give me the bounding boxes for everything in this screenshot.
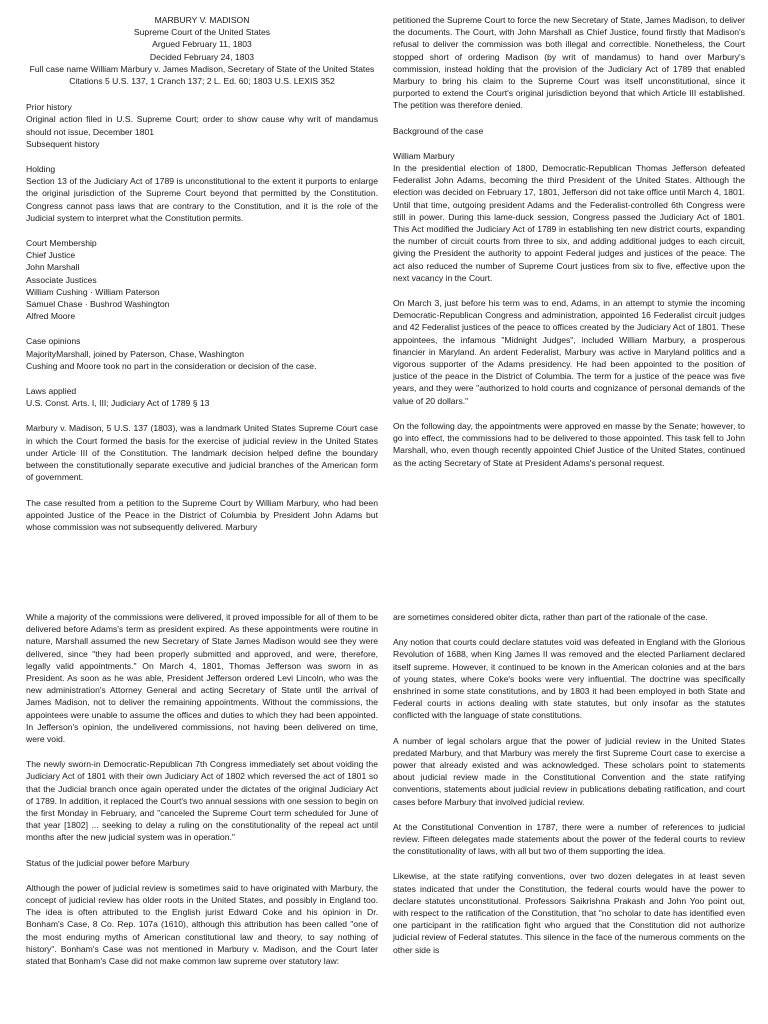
page-1-right-column — [393, 14, 745, 482]
page-2-right-column — [393, 611, 745, 969]
page-2-left-paragraph-1: While a majority of the commissions were delivered, it proved impossible for all of them to be delivered before Adams's term as president expired. As these appointments were routine in nature, Marshall assumed the new Secretary of State James Madison would see they were delivered, since "they had been properly submitted and approved, and were, therefore, legally valid appointments." On March 4, 1801, Thomas Jefferson was sworn in as President. As soon as he was able, President Jefferson ordered Levi Lincoln, who was the new administration's Attorney General and acting Secretary of State until the arrival of James Madison, not to deliver the remaining appointments. Without the commissions, the appointees were unable to assume the offices and duties to which they had been appointed. In Jefferson's opinion, the undelivered commissions, not having been delivered on time, were void. — [26, 612, 379, 745]
william-marbury-heading: William Marbury — [393, 150, 455, 161]
case-title: MARBURY V. MADISON — [154, 15, 250, 25]
page-2-right-paragraph-1: are sometimes considered obiter dicta, rather than part of the rationale of the case. — [393, 612, 708, 622]
intro-paragraph-2: The case resulted from a petition to the Supreme Court by William Marbury, who had been appointed Justice of the Peace in the District of Columbia by President John Adams but whose commission was not subsequently delivered. Marbury — [26, 497, 378, 532]
page-2-right-paragraph-2: Any notion that courts could declare statutes void was defeated in England with the Glorious Revolution of 1688, when King James II was removed and the elected Parliament declared itself supreme. However, it continued to be known in the American colonies and at the bars of young states, where Coke's books were very influential. The doctrine was specifically enshrined in some state constitutions, and by 1803 it had been employed in both State and Federal courts in actions dealing with state statutes, but only insofar as the statutes conflicted with the language of state constitutions. — [393, 637, 745, 721]
william-marbury-section — [393, 150, 745, 284]
prior-history-label: Prior history — [26, 102, 72, 113]
court-membership-label: Court Membership — [26, 238, 97, 249]
right-paragraph-1: petitioned the Supreme Court to force the new Secretary of State, James Madison, to deliver the documents. The Court, with John Marshall as Chief Justice, found firstly that Madison's refusal to deliver the commission was both illegal and correctible. Nonetheless, the Court stopped short of ordering Madison (by writ of mandamus) to hand over Marbury's commission, instead holding that the provision of the Judiciary Act of 1789 that enabled Marbury to bring his claim to the Supreme Court was itself unconstitutional, since it purported to extend the Court's original jurisdiction beyond that which Article III established. The petition was therefore denied. — [393, 15, 745, 111]
case-opinions-label: Case opinions — [26, 336, 81, 347]
page-2-right-paragraph-3: A number of legal scholars argue that the power of judicial review in the United States predated Marbury, and that Marbury was merely the first Supreme Court case to exercise a power that already existed and was acknowledged. These scholars point to statements about judicial review made in the Constitutional Convention and the state ratifying conventions, statements about judicial review in publications debating ratification, and court cases before Marbury that involved judicial review. — [393, 735, 745, 807]
associate-justices-line-2: Samuel Chase · Bushrod Washington — [26, 299, 170, 310]
court-membership-section — [26, 237, 378, 322]
page-2-right-paragraph-4: At the Constitutional Convention in 1787, there were a number of references to judicial review. Fifteen delegates made statements about the power of the federal courts to review the constitutionality of laws, with all but two of them supporting the idea. — [393, 821, 745, 857]
holding-section — [26, 163, 378, 224]
case-full-name: Full case name William Marbury v. James Madison, Secretary of State of the United States — [29, 63, 375, 74]
prior-history-text: Original action filed in U.S. Supreme Court; order to show cause why writ of mandamus should not issue, December 1801 — [26, 114, 378, 137]
background-heading: Background of the case — [393, 125, 484, 136]
page-1-left-column — [26, 14, 378, 546]
majority-opinion: MajorityMarshall, joined by Paterson, Chase, Washington — [26, 348, 244, 359]
chief-justice-label: Chief Justice — [26, 250, 76, 261]
associate-justices-line-1: William Cushing · William Paterson — [26, 286, 160, 297]
case-decided: Decided February 24, 1803 — [149, 51, 255, 62]
page-2-right-paragraph-5: Likewise, at the state ratifying conventions, over two dozen delegates in at least seven states indicated that under the Constitution, the federal courts would have the power to declare statutes unconstitutional. Professors Saikrishna Prakash and John Yoo point out, with respect to the ratification of the Constitution, that "no scholar to date has identified even one participant in the ratification fight who argued that the Constitution did not authorize judicial review of Federal statutes. This silence in the face of the numerous comments on the other side is — [393, 871, 745, 955]
status-heading: Status of the judicial power before Marbury — [26, 857, 190, 868]
chief-justice-name: John Marshall — [26, 262, 80, 273]
right-paragraph-3: On March 3, just before his term was to end, Adams, in an attempt to stymie the incoming Democratic-Republican Congress and administration, appointed 16 Federalist circuit judges and 42 Federalist justices of the peace to offices created by the Judiciary Act of 1801. These appointees, the infamous "Midnight Judges", included William Marbury, a prosperous financier in Maryland. An ardent Federalist, Marbury was active in Maryland politics and a vigorous supporter of the Adams presidency. He had been appointed to the position of justice of the peace in the District of Columbia. The term for a justice of the peace was five years, and they were "authorized to hold courts and cognizance of personal demands of the value of 20 dollars." — [393, 298, 745, 406]
right-paragraph-4: On the following day, the appointments were approved en masse by the Senate; however, to go into effect, the commissions had to be delivered to those appointed. This task fell to John Marshall, who, even though recently appointed Chief Justice of the United States, continued as the acting Secretary of State at President Adams's personal request. — [393, 420, 745, 468]
laws-applied-section — [26, 385, 378, 409]
page-2-left-paragraph-3: Although the power of judicial review is sometimes said to have originated with Marbury, the concept of judicial review has older roots in the United States, and possibly in England too. The idea is often attributed to the English jurist Edward Coke and his opinion in Dr. Bonham's Case, 8 Co. Rep. 107a (1610), although this attribution has been called "one of the most enduring myths of American constitutional law and theory, to say nothing of history". Bonham's Case was not mentioned in Marbury v. Madison, and the Court later stated that Bonham's Case did not make common law supreme over statutory law: — [26, 882, 378, 967]
page-2-left-paragraph-2: The newly sworn-in Democratic-Republican 7th Congress immediately set about voiding the Judiciary Act of 1801 with their own Judiciary Act of 1802 which reversed the act of 1801 so that the Judicial branch once again operated under the dictates of the original Judiciary Act of 1789. In addition, it replaced the Court's two annual sessions with one session to begin on the first Monday in February, and "canceled the Supreme Court term scheduled for June of that year [1802] ... seeking to delay a ruling on the constitutionality of the repeal act until months after the new judicial system was in operation." — [26, 759, 378, 843]
case-header — [26, 14, 378, 87]
right-paragraph-2: In the presidential election of 1800, Democratic-Republican Thomas Jefferson defeated Federalist John Adams, becoming the third President of the United States. Although the election was decided on February 17, 1801, Jefferson did not take office until March 4, 1801. Until that time, outgoing president Adams and the Federalist-controlled 6th Congress were still in power. During this lame-duck session, Congress passed the Judiciary Act of 1801. This Act modified the Judiciary Act of 1789 in establishing ten new district courts, expanding the number of circuit courts from three to six, and adding additional judges to each circuit, giving the President the authority to appoint Federal judges and justices of the peace. The act also reduced the number of Supreme Court justices from six to five, effective upon the next vacancy in the Court. — [393, 163, 745, 283]
prior-history-section — [26, 101, 378, 150]
page-2-left-column — [26, 611, 378, 980]
associate-justices-line-3: Alfred Moore — [26, 311, 76, 322]
case-opinions-section — [26, 335, 378, 372]
laws-applied-label: Laws applied — [26, 386, 77, 397]
holding-text: Section 13 of the Judiciary Act of 1789 is unconstitutional to the extent it purports to enlarge the original jurisdiction of the Supreme Court beyond that permitted by the Constitution. Congress cannot pass laws that are contrary to the Constitution, and it is the role of the Judicial system to interpret what the Constitution permits. — [26, 176, 378, 223]
case-citations: Citations 5 U.S. 137, 1 Cranch 137; 2 L. Ed. 60; 1803 U.S. LEXIS 352 — [69, 76, 335, 87]
case-argued: Argued February 11, 1803 — [152, 39, 252, 50]
recusal-note: Cushing and Moore took no part in the consideration or decision of the case. — [26, 360, 317, 371]
page-2 — [0, 598, 768, 1024]
intro-paragraph-1: Marbury v. Madison, 5 U.S. 137 (1803), was a landmark United States Supreme Court case in which the Court formed the basis for the exercise of judicial review in the United States under Article III of the Constitution. The landmark decision helped define the boundary between the constitutionally separate executive and judicial branches of the American form of government. — [26, 423, 378, 483]
subsequent-history-label: Subsequent history — [26, 138, 100, 149]
associate-justices-label: Associate Justices — [26, 274, 97, 285]
holding-label: Holding — [26, 164, 56, 175]
laws-applied-text: U.S. Const. Arts. I, III; Judiciary Act of 1789 § 13 — [26, 398, 210, 409]
case-court: Supreme Court of the United States — [133, 27, 271, 38]
